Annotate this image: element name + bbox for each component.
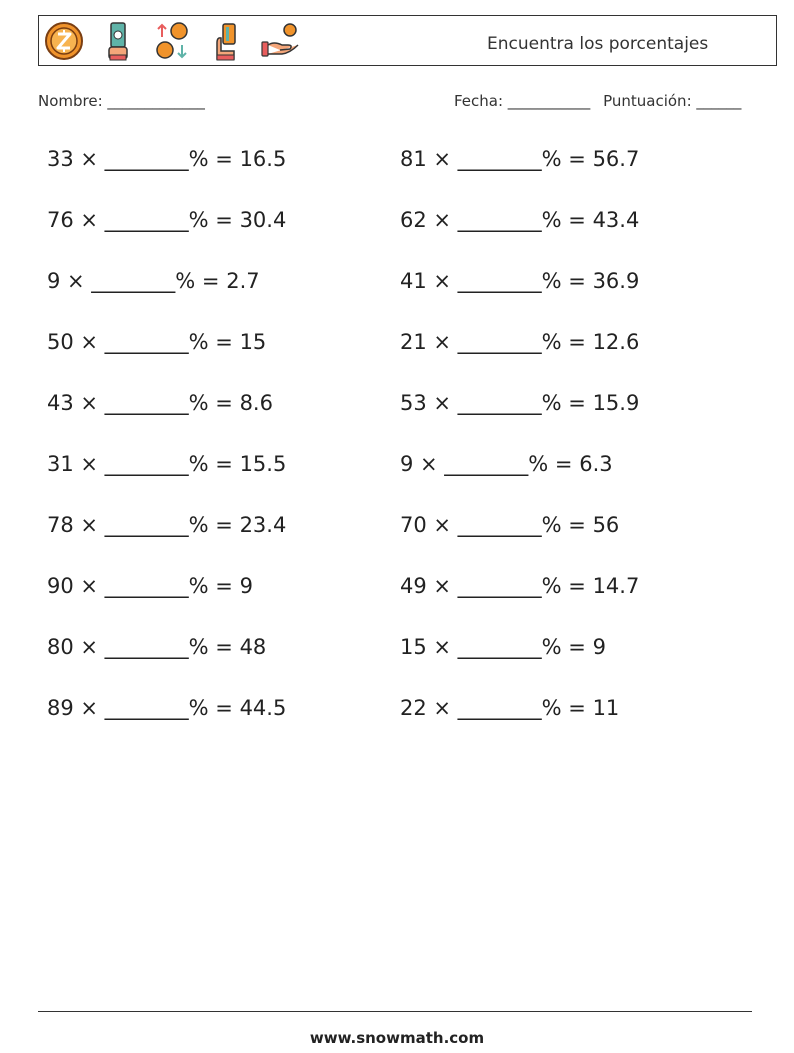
date-score-fields xyxy=(454,92,741,110)
hand-card-icon xyxy=(206,21,246,61)
problem-item: 9 × ________% = 6.3 xyxy=(400,452,613,476)
worksheet-header xyxy=(38,15,777,66)
problem-item: 49 × ________% = 14.7 xyxy=(400,574,640,598)
problem-item: 53 × ________% = 15.9 xyxy=(400,391,640,415)
score-field: Puntuación: ______ xyxy=(603,92,742,110)
problem-item: 43 × ________% = 8.6 xyxy=(47,391,273,415)
problem-item: 9 × ________% = 2.7 xyxy=(47,269,260,293)
coin-exchange-icon xyxy=(152,21,192,61)
problem-item: 50 × ________% = 15 xyxy=(47,330,267,354)
header-icons xyxy=(44,21,300,61)
problem-item: 78 × ________% = 23.4 xyxy=(47,513,287,537)
problem-item: 89 × ________% = 44.5 xyxy=(47,696,287,720)
problem-item: 22 × ________% = 11 xyxy=(400,696,620,720)
problem-item: 41 × ________% = 36.9 xyxy=(400,269,640,293)
coin-z-icon xyxy=(44,21,84,61)
hand-banknote-icon xyxy=(98,21,138,61)
problem-item: 70 × ________% = 56 xyxy=(400,513,620,537)
date-field: Fecha: ___________ xyxy=(454,92,591,110)
problem-item: 31 × ________% = 15.5 xyxy=(47,452,287,476)
problem-item: 33 × ________% = 16.5 xyxy=(47,147,287,171)
name-field: Nombre: _____________ xyxy=(38,92,205,110)
problem-item: 21 × ________% = 12.6 xyxy=(400,330,640,354)
problem-item: 90 × ________% = 9 xyxy=(47,574,253,598)
problem-item: 76 × ________% = 30.4 xyxy=(47,208,287,232)
hand-coin-icon xyxy=(260,21,300,61)
worksheet-title: Encuentra los porcentajes xyxy=(487,34,709,54)
problem-item: 15 × ________% = 9 xyxy=(400,635,606,659)
footer-divider xyxy=(38,1011,752,1012)
footer-url: www.snowmath.com xyxy=(309,1029,485,1047)
problem-item: 62 × ________% = 43.4 xyxy=(400,208,640,232)
problem-item: 80 × ________% = 48 xyxy=(47,635,267,659)
problem-item: 81 × ________% = 56.7 xyxy=(400,147,640,171)
